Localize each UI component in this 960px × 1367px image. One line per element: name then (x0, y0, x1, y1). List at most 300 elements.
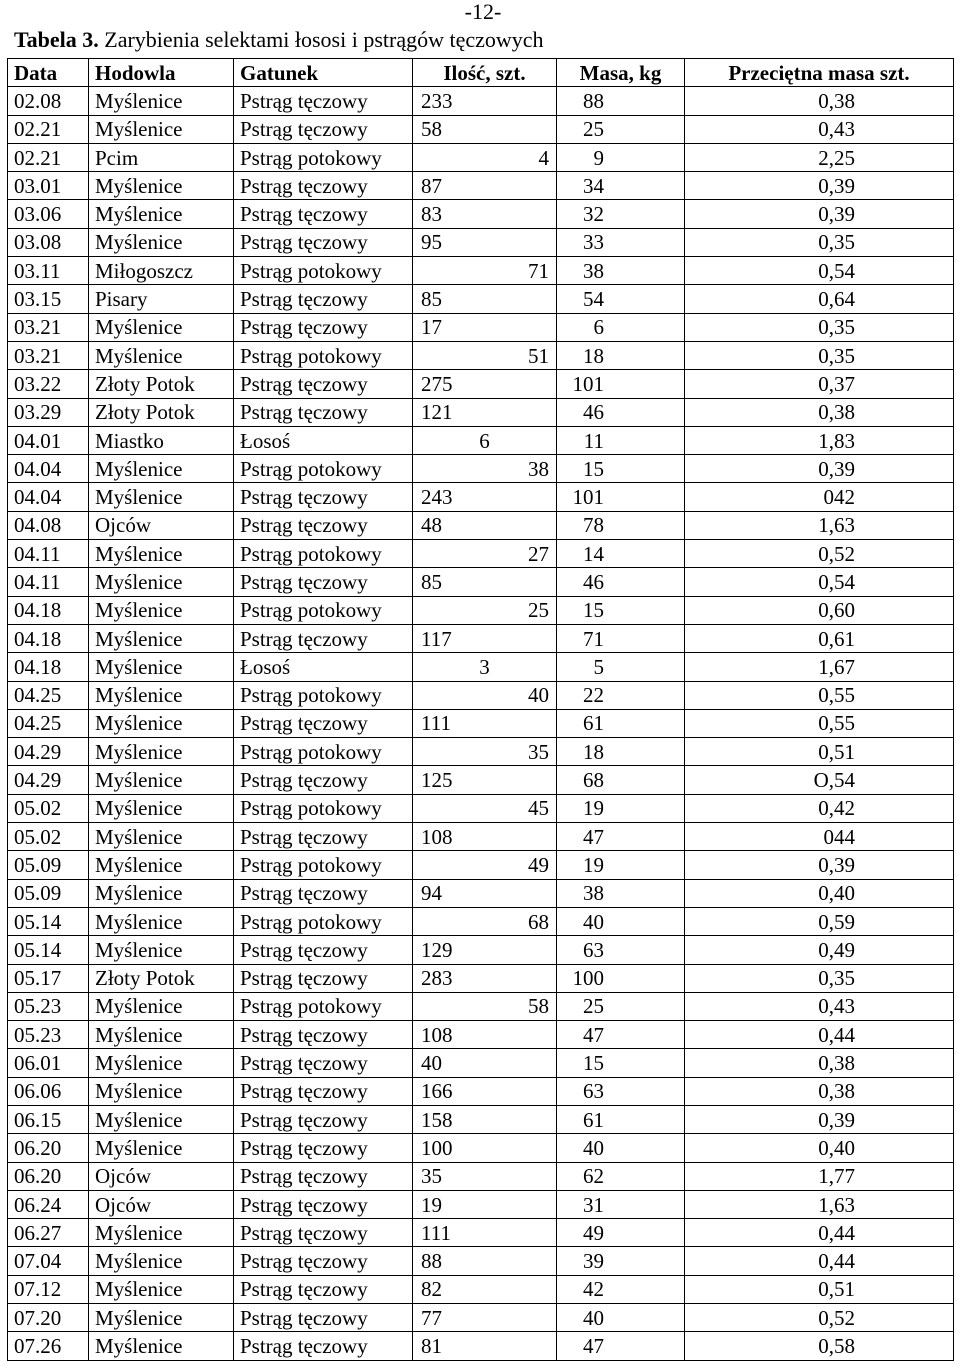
cell-species: Pstrąg potokowy (234, 738, 413, 766)
cell-average-mass: 0,43 (685, 115, 954, 143)
cell-mass: 47 (557, 1021, 685, 1049)
cell-species: Pstrąg tęczowy (234, 115, 413, 143)
cell-quantity: 25 (413, 596, 557, 624)
cell-average-mass: 0,39 (685, 455, 954, 483)
cell-date: 03.08 (8, 228, 89, 256)
cell-mass: 18 (557, 341, 685, 369)
cell-mass: 19 (557, 851, 685, 879)
cell-date: 06.27 (8, 1219, 89, 1247)
cell-mass: 49 (557, 1219, 685, 1247)
cell-average-mass: 1,77 (685, 1162, 954, 1190)
cell-farm: Myślenice (89, 596, 234, 624)
cell-mass: 68 (557, 766, 685, 794)
cell-average-mass: 0,55 (685, 709, 954, 737)
cell-mass: 25 (557, 115, 685, 143)
page-number: -12- (464, 0, 502, 24)
cell-average-mass: 0,35 (685, 228, 954, 256)
cell-species: Pstrąg tęczowy (234, 624, 413, 652)
cell-farm: Myślenice (89, 115, 234, 143)
cell-mass: 32 (557, 200, 685, 228)
cell-average-mass: 0,54 (685, 257, 954, 285)
cell-date: 03.21 (8, 313, 89, 341)
cell-mass: 15 (557, 455, 685, 483)
cell-species: Pstrąg tęczowy (234, 228, 413, 256)
cell-average-mass: 0,38 (685, 87, 954, 115)
cell-quantity: 108 (413, 823, 557, 851)
cell-species: Pstrąg potokowy (234, 992, 413, 1020)
cell-quantity: 275 (413, 370, 557, 398)
table-row (8, 681, 954, 709)
cell-date: 06.24 (8, 1190, 89, 1218)
cell-date: 06.06 (8, 1077, 89, 1105)
cell-quantity: 87 (413, 172, 557, 200)
table-row (8, 738, 954, 766)
cell-species: Pstrąg tęczowy (234, 370, 413, 398)
table-row (8, 1190, 954, 1218)
cell-mass: 61 (557, 1105, 685, 1133)
cell-average-mass: 0,60 (685, 596, 954, 624)
header-mass: Masa, kg (557, 59, 685, 87)
table-row (8, 313, 954, 341)
cell-date: 03.15 (8, 285, 89, 313)
table-row (8, 653, 954, 681)
cell-quantity: 27 (413, 540, 557, 568)
cell-farm: Ojców (89, 1162, 234, 1190)
cell-species: Pstrąg tęczowy (234, 964, 413, 992)
cell-species: Pstrąg potokowy (234, 681, 413, 709)
cell-date: 06.15 (8, 1105, 89, 1133)
cell-farm: Myślenice (89, 1105, 234, 1133)
cell-mass: 54 (557, 285, 685, 313)
table-row (8, 879, 954, 907)
cell-farm: Myślenice (89, 455, 234, 483)
cell-date: 05.23 (8, 992, 89, 1020)
cell-farm: Myślenice (89, 172, 234, 200)
table-row (8, 285, 954, 313)
cell-farm: Myślenice (89, 1219, 234, 1247)
cell-farm: Myślenice (89, 483, 234, 511)
cell-mass: 6 (557, 313, 685, 341)
cell-species: Pstrąg potokowy (234, 455, 413, 483)
stocking-table (7, 58, 954, 1361)
cell-mass: 40 (557, 907, 685, 935)
table-row (8, 143, 954, 171)
cell-quantity: 51 (413, 341, 557, 369)
cell-date: 03.21 (8, 341, 89, 369)
cell-date: 05.17 (8, 964, 89, 992)
cell-farm: Złoty Potok (89, 398, 234, 426)
cell-farm: Myślenice (89, 228, 234, 256)
cell-mass: 46 (557, 568, 685, 596)
cell-species: Pstrąg potokowy (234, 540, 413, 568)
cell-mass: 40 (557, 1134, 685, 1162)
cell-species: Pstrąg potokowy (234, 257, 413, 285)
cell-average-mass: 0,44 (685, 1247, 954, 1275)
cell-farm: Myślenice (89, 1049, 234, 1077)
cell-farm: Złoty Potok (89, 964, 234, 992)
cell-average-mass: 0,49 (685, 936, 954, 964)
cell-average-mass: 0,61 (685, 624, 954, 652)
table-row (8, 1021, 954, 1049)
cell-species: Pstrąg tęczowy (234, 87, 413, 115)
cell-average-mass: 0,40 (685, 1134, 954, 1162)
cell-average-mass: 0,35 (685, 964, 954, 992)
cell-date: 07.04 (8, 1247, 89, 1275)
table-row (8, 1134, 954, 1162)
cell-species: Pstrąg tęczowy (234, 1190, 413, 1218)
table-row (8, 370, 954, 398)
cell-species: Pstrąg tęczowy (234, 766, 413, 794)
table-row (8, 115, 954, 143)
cell-mass: 22 (557, 681, 685, 709)
cell-farm: Myślenice (89, 1275, 234, 1303)
cell-average-mass: 0,59 (685, 907, 954, 935)
table-row (8, 964, 954, 992)
cell-mass: 34 (557, 172, 685, 200)
cell-farm: Myślenice (89, 200, 234, 228)
cell-mass: 11 (557, 426, 685, 454)
cell-quantity: 35 (413, 738, 557, 766)
cell-farm: Myślenice (89, 1332, 234, 1360)
cell-quantity: 40 (413, 1049, 557, 1077)
cell-quantity: 17 (413, 313, 557, 341)
table-header-row (8, 59, 954, 87)
cell-species: Pstrąg tęczowy (234, 709, 413, 737)
cell-quantity: 129 (413, 936, 557, 964)
cell-average-mass: 0,52 (685, 1304, 954, 1332)
cell-date: 04.18 (8, 624, 89, 652)
cell-quantity: 166 (413, 1077, 557, 1105)
cell-species: Pstrąg tęczowy (234, 398, 413, 426)
cell-farm: Myślenice (89, 992, 234, 1020)
cell-mass: 14 (557, 540, 685, 568)
cell-species: Pstrąg tęczowy (234, 285, 413, 313)
cell-quantity: 111 (413, 1219, 557, 1247)
cell-farm: Myślenice (89, 907, 234, 935)
cell-farm: Myślenice (89, 653, 234, 681)
cell-farm: Ojców (89, 511, 234, 539)
cell-mass: 63 (557, 936, 685, 964)
cell-farm: Myślenice (89, 624, 234, 652)
cell-average-mass: 0,39 (685, 172, 954, 200)
cell-mass: 47 (557, 1332, 685, 1360)
cell-farm: Myślenice (89, 794, 234, 822)
cell-date: 06.20 (8, 1162, 89, 1190)
cell-species: Pstrąg tęczowy (234, 1162, 413, 1190)
cell-date: 05.23 (8, 1021, 89, 1049)
table-row (8, 483, 954, 511)
cell-mass: 33 (557, 228, 685, 256)
table-row (8, 1219, 954, 1247)
cell-average-mass: 0,39 (685, 200, 954, 228)
cell-date: 02.21 (8, 115, 89, 143)
cell-species: Pstrąg tęczowy (234, 936, 413, 964)
cell-quantity: 158 (413, 1105, 557, 1133)
table-row (8, 540, 954, 568)
header-date: Data (8, 59, 89, 87)
cell-quantity: 125 (413, 766, 557, 794)
cell-mass: 5 (557, 653, 685, 681)
cell-average-mass: O,54 (685, 766, 954, 794)
table-row (8, 228, 954, 256)
cell-farm: Myślenice (89, 540, 234, 568)
cell-quantity: 77 (413, 1304, 557, 1332)
cell-average-mass: 0,39 (685, 851, 954, 879)
cell-date: 04.25 (8, 709, 89, 737)
cell-date: 04.08 (8, 511, 89, 539)
cell-date: 04.29 (8, 766, 89, 794)
cell-mass: 39 (557, 1247, 685, 1275)
cell-date: 04.04 (8, 483, 89, 511)
cell-quantity: 45 (413, 794, 557, 822)
cell-quantity: 117 (413, 624, 557, 652)
cell-mass: 100 (557, 964, 685, 992)
cell-species: Pstrąg tęczowy (234, 313, 413, 341)
cell-average-mass: 0,43 (685, 992, 954, 1020)
cell-quantity: 49 (413, 851, 557, 879)
cell-species: Pstrąg potokowy (234, 341, 413, 369)
cell-average-mass: 0,35 (685, 313, 954, 341)
cell-date: 04.18 (8, 596, 89, 624)
table-row (8, 568, 954, 596)
cell-average-mass: 1,63 (685, 1190, 954, 1218)
cell-species: Pstrąg tęczowy (234, 1219, 413, 1247)
cell-quantity: 88 (413, 1247, 557, 1275)
cell-farm: Myślenice (89, 1247, 234, 1275)
cell-mass: 42 (557, 1275, 685, 1303)
cell-farm: Myślenice (89, 1021, 234, 1049)
cell-average-mass: 0,54 (685, 568, 954, 596)
cell-quantity: 58 (413, 992, 557, 1020)
cell-farm: Myślenice (89, 341, 234, 369)
cell-average-mass: 0,39 (685, 1105, 954, 1133)
cell-quantity: 283 (413, 964, 557, 992)
cell-quantity: 108 (413, 1021, 557, 1049)
cell-farm: Myślenice (89, 313, 234, 341)
cell-date: 04.25 (8, 681, 89, 709)
cell-mass: 46 (557, 398, 685, 426)
cell-date: 04.11 (8, 568, 89, 596)
cell-mass: 47 (557, 823, 685, 851)
cell-farm: Złoty Potok (89, 370, 234, 398)
table-row (8, 1049, 954, 1077)
table-row (8, 1105, 954, 1133)
cell-quantity: 58 (413, 115, 557, 143)
cell-mass: 31 (557, 1190, 685, 1218)
cell-quantity: 82 (413, 1275, 557, 1303)
cell-mass: 18 (557, 738, 685, 766)
cell-farm: Myślenice (89, 1077, 234, 1105)
table-row (8, 172, 954, 200)
cell-average-mass: 0,51 (685, 1275, 954, 1303)
cell-average-mass: 0,52 (685, 540, 954, 568)
cell-species: Pstrąg tęczowy (234, 1304, 413, 1332)
cell-species: Pstrąg potokowy (234, 143, 413, 171)
cell-species: Pstrąg tęczowy (234, 1077, 413, 1105)
cell-farm: Myślenice (89, 87, 234, 115)
table-row (8, 851, 954, 879)
cell-date: 04.04 (8, 455, 89, 483)
cell-species: Pstrąg tęczowy (234, 1247, 413, 1275)
cell-average-mass: 1,83 (685, 426, 954, 454)
header-farm: Hodowla (89, 59, 234, 87)
cell-farm: Myślenice (89, 936, 234, 964)
cell-farm: Myślenice (89, 1134, 234, 1162)
cell-farm: Myślenice (89, 709, 234, 737)
cell-mass: 25 (557, 992, 685, 1020)
table-body (8, 87, 954, 1360)
cell-mass: 40 (557, 1304, 685, 1332)
cell-average-mass: 0,38 (685, 1049, 954, 1077)
cell-quantity: 6 (413, 426, 557, 454)
cell-date: 02.21 (8, 143, 89, 171)
cell-mass: 15 (557, 1049, 685, 1077)
table-caption (14, 26, 544, 54)
cell-date: 05.02 (8, 794, 89, 822)
cell-date: 06.01 (8, 1049, 89, 1077)
cell-species: Pstrąg tęczowy (234, 1134, 413, 1162)
table-row (8, 936, 954, 964)
table-row (8, 766, 954, 794)
cell-species: Pstrąg tęczowy (234, 511, 413, 539)
header-average-mass: Przeciętna masa szt. (685, 59, 954, 87)
cell-species: Pstrąg tęczowy (234, 568, 413, 596)
cell-farm: Myślenice (89, 879, 234, 907)
cell-farm: Ojców (89, 1190, 234, 1218)
cell-farm: Myślenice (89, 823, 234, 851)
cell-average-mass: 1,67 (685, 653, 954, 681)
cell-average-mass: 0,51 (685, 738, 954, 766)
cell-species: Pstrąg potokowy (234, 596, 413, 624)
cell-species: Pstrąg tęczowy (234, 483, 413, 511)
cell-species: Pstrąg tęczowy (234, 1275, 413, 1303)
cell-date: 03.29 (8, 398, 89, 426)
cell-quantity: 35 (413, 1162, 557, 1190)
cell-quantity: 81 (413, 1332, 557, 1360)
cell-date: 05.09 (8, 879, 89, 907)
cell-species: Pstrąg potokowy (234, 794, 413, 822)
cell-quantity: 95 (413, 228, 557, 256)
cell-quantity: 4 (413, 143, 557, 171)
cell-farm: Pcim (89, 143, 234, 171)
table-row (8, 1247, 954, 1275)
cell-date: 07.26 (8, 1332, 89, 1360)
cell-date: 04.29 (8, 738, 89, 766)
cell-species: Pstrąg tęczowy (234, 200, 413, 228)
cell-farm: Myślenice (89, 568, 234, 596)
cell-quantity: 83 (413, 200, 557, 228)
table-row (8, 596, 954, 624)
cell-date: 03.01 (8, 172, 89, 200)
header-quantity: Ilość, szt. (413, 59, 557, 87)
cell-average-mass: 042 (685, 483, 954, 511)
cell-date: 05.09 (8, 851, 89, 879)
cell-farm: Myślenice (89, 738, 234, 766)
cell-average-mass: 0,35 (685, 341, 954, 369)
cell-date: 03.11 (8, 257, 89, 285)
cell-mass: 88 (557, 87, 685, 115)
header-species: Gatunek (234, 59, 413, 87)
cell-mass: 78 (557, 511, 685, 539)
cell-species: Łosoś (234, 426, 413, 454)
cell-date: 05.14 (8, 936, 89, 964)
table-row (8, 257, 954, 285)
table-row (8, 398, 954, 426)
table-row (8, 426, 954, 454)
table-row (8, 341, 954, 369)
cell-average-mass: 0,38 (685, 398, 954, 426)
cell-species: Pstrąg tęczowy (234, 1021, 413, 1049)
table-row (8, 823, 954, 851)
table-row (8, 624, 954, 652)
cell-quantity: 19 (413, 1190, 557, 1218)
table-row (8, 87, 954, 115)
cell-species: Pstrąg tęczowy (234, 823, 413, 851)
table-row (8, 1162, 954, 1190)
cell-quantity: 111 (413, 709, 557, 737)
table-row (8, 455, 954, 483)
table-row (8, 992, 954, 1020)
cell-average-mass: 0,37 (685, 370, 954, 398)
cell-mass: 61 (557, 709, 685, 737)
cell-average-mass: 1,63 (685, 511, 954, 539)
cell-species: Pstrąg tęczowy (234, 1105, 413, 1133)
cell-farm: Myślenice (89, 766, 234, 794)
table-row (8, 1077, 954, 1105)
cell-quantity: 85 (413, 568, 557, 596)
cell-date: 07.12 (8, 1275, 89, 1303)
table-row (8, 709, 954, 737)
cell-mass: 9 (557, 143, 685, 171)
cell-date: 05.02 (8, 823, 89, 851)
cell-farm: Pisary (89, 285, 234, 313)
cell-mass: 19 (557, 794, 685, 822)
table-caption-text: Zarybienia selektami łososi i pstrągów tęczowych (98, 27, 544, 52)
cell-date: 04.01 (8, 426, 89, 454)
cell-quantity: 94 (413, 879, 557, 907)
cell-mass: 101 (557, 370, 685, 398)
cell-farm: Myślenice (89, 681, 234, 709)
cell-average-mass: 0,42 (685, 794, 954, 822)
cell-farm: Myślenice (89, 851, 234, 879)
cell-farm: Miastko (89, 426, 234, 454)
table-row (8, 1332, 954, 1360)
table-row (8, 794, 954, 822)
cell-mass: 38 (557, 879, 685, 907)
cell-mass: 71 (557, 624, 685, 652)
cell-mass: 15 (557, 596, 685, 624)
cell-average-mass: 0,38 (685, 1077, 954, 1105)
cell-quantity: 243 (413, 483, 557, 511)
cell-quantity: 40 (413, 681, 557, 709)
cell-date: 04.11 (8, 540, 89, 568)
cell-average-mass: 0,44 (685, 1219, 954, 1247)
table-row (8, 1304, 954, 1332)
cell-species: Pstrąg tęczowy (234, 879, 413, 907)
cell-quantity: 68 (413, 907, 557, 935)
cell-quantity: 233 (413, 87, 557, 115)
cell-mass: 101 (557, 483, 685, 511)
cell-farm: Myślenice (89, 1304, 234, 1332)
cell-species: Pstrąg potokowy (234, 851, 413, 879)
cell-quantity: 121 (413, 398, 557, 426)
cell-mass: 62 (557, 1162, 685, 1190)
cell-species: Łosoś (234, 653, 413, 681)
cell-farm: Miłogoszcz (89, 257, 234, 285)
cell-quantity: 3 (413, 653, 557, 681)
cell-species: Pstrąg tęczowy (234, 172, 413, 200)
table-row (8, 511, 954, 539)
